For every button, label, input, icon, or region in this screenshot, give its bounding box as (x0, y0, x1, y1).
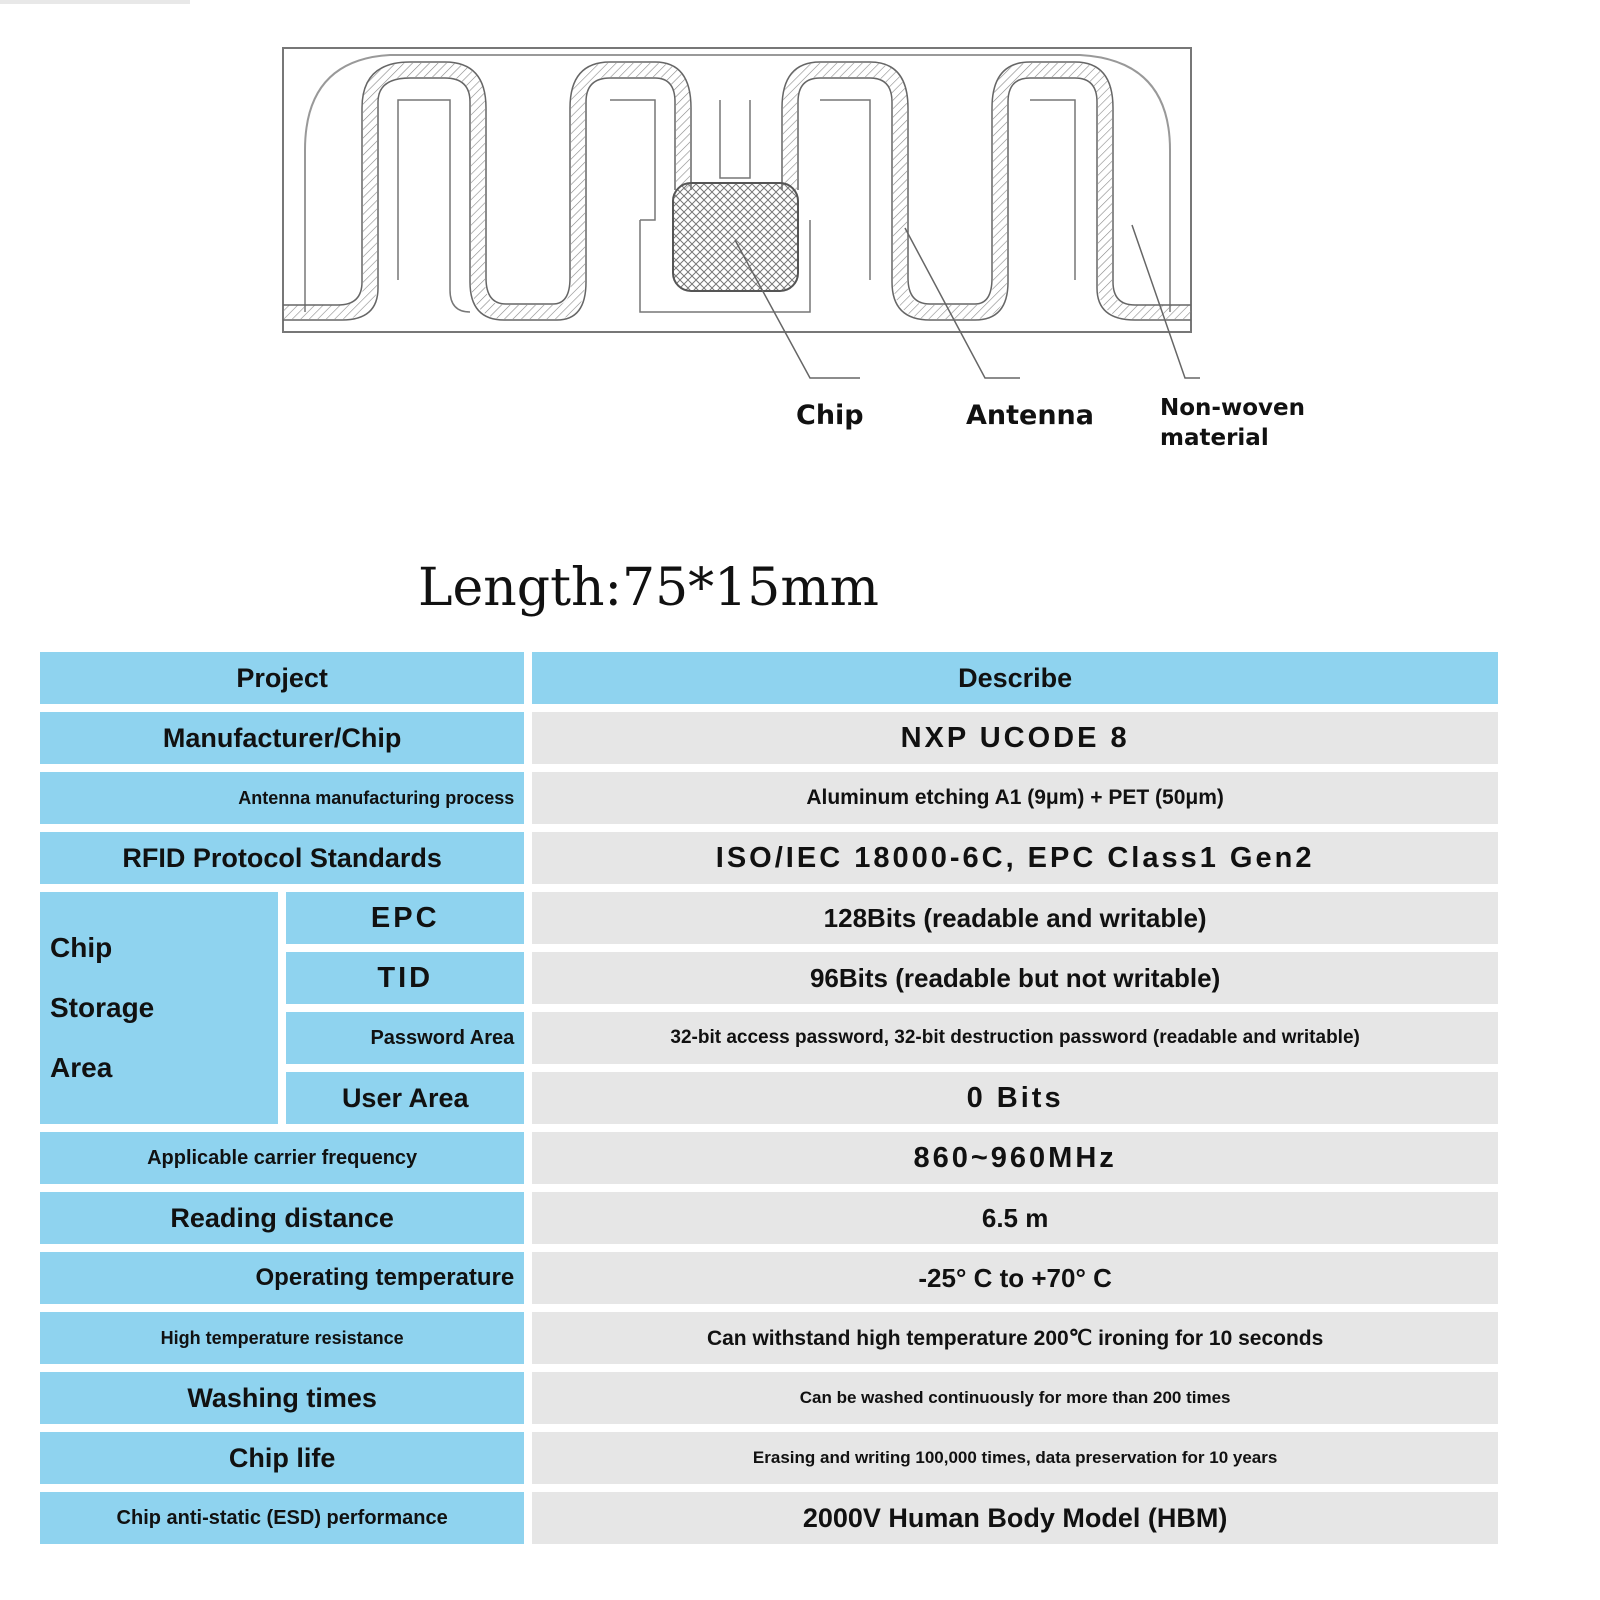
table-row (40, 1252, 1498, 1304)
row-value: -25° C to +70° C (532, 1252, 1498, 1304)
table-row (40, 892, 1498, 944)
row-label: Password Area (286, 1012, 524, 1064)
row-label: Washing times (40, 1372, 524, 1424)
row-label: RFID Protocol Standards (40, 832, 524, 884)
chip-module (673, 183, 798, 291)
nonwoven-callout-label: Non-woven material (1160, 395, 1305, 451)
row-label: Chip life (40, 1432, 524, 1484)
row-value: 860~960MHz (532, 1132, 1498, 1184)
row-value: Can withstand high temperature 200℃ ironing for 10 seconds (532, 1312, 1498, 1364)
table-row (40, 1132, 1498, 1184)
row-value: 6.5 m (532, 1192, 1498, 1244)
size-caption: Length:75*15mm (418, 558, 879, 618)
table-row (40, 1312, 1498, 1364)
row-value: Can be washed continuously for more than 200 times (532, 1372, 1498, 1424)
spec-table (32, 644, 1506, 1552)
row-value: ISO/IEC 18000-6C, EPC Class1 Gen2 (532, 832, 1498, 884)
row-label: High temperature resistance (40, 1312, 524, 1364)
row-value: Erasing and writing 100,000 times, data preservation for 10 years (532, 1432, 1498, 1484)
table-row (40, 1192, 1498, 1244)
row-value: 32-bit access password, 32-bit destruction password (readable and writable) (532, 1012, 1498, 1064)
table-row (40, 712, 1498, 764)
header-describe: Describe (532, 652, 1498, 704)
row-value: Aluminum etching A1 (9μm) + PET (50μm) (532, 772, 1498, 824)
row-label: Antenna manufacturing process (40, 772, 524, 824)
row-label: Manufacturer/Chip (40, 712, 524, 764)
table-header-row (40, 652, 1498, 704)
row-value: 0 Bits (532, 1072, 1498, 1124)
antenna-callout-label: Antenna (966, 400, 1094, 431)
table-row (40, 772, 1498, 824)
table-row (40, 832, 1498, 884)
row-value: NXP UCODE 8 (532, 712, 1498, 764)
row-label: TID (286, 952, 524, 1004)
row-value: 128Bits (readable and writable) (532, 892, 1498, 944)
row-label: Chip anti-static (ESD) performance (40, 1492, 524, 1544)
header-project: Project (40, 652, 524, 704)
row-label: User Area (286, 1072, 524, 1124)
table-row (40, 1372, 1498, 1424)
row-label: Reading distance (40, 1192, 524, 1244)
row-label: Applicable carrier frequency (40, 1132, 524, 1184)
chip-storage-group-label: Chip Storage Area (40, 892, 278, 1124)
row-value: 2000V Human Body Model (HBM) (532, 1492, 1498, 1544)
table-row (40, 1432, 1498, 1484)
row-label: Operating temperature (40, 1252, 524, 1304)
table-row (40, 1492, 1498, 1544)
row-label: EPC (286, 892, 524, 944)
chip-callout-label: Chip (796, 400, 864, 431)
row-value: 96Bits (readable but not writable) (532, 952, 1498, 1004)
